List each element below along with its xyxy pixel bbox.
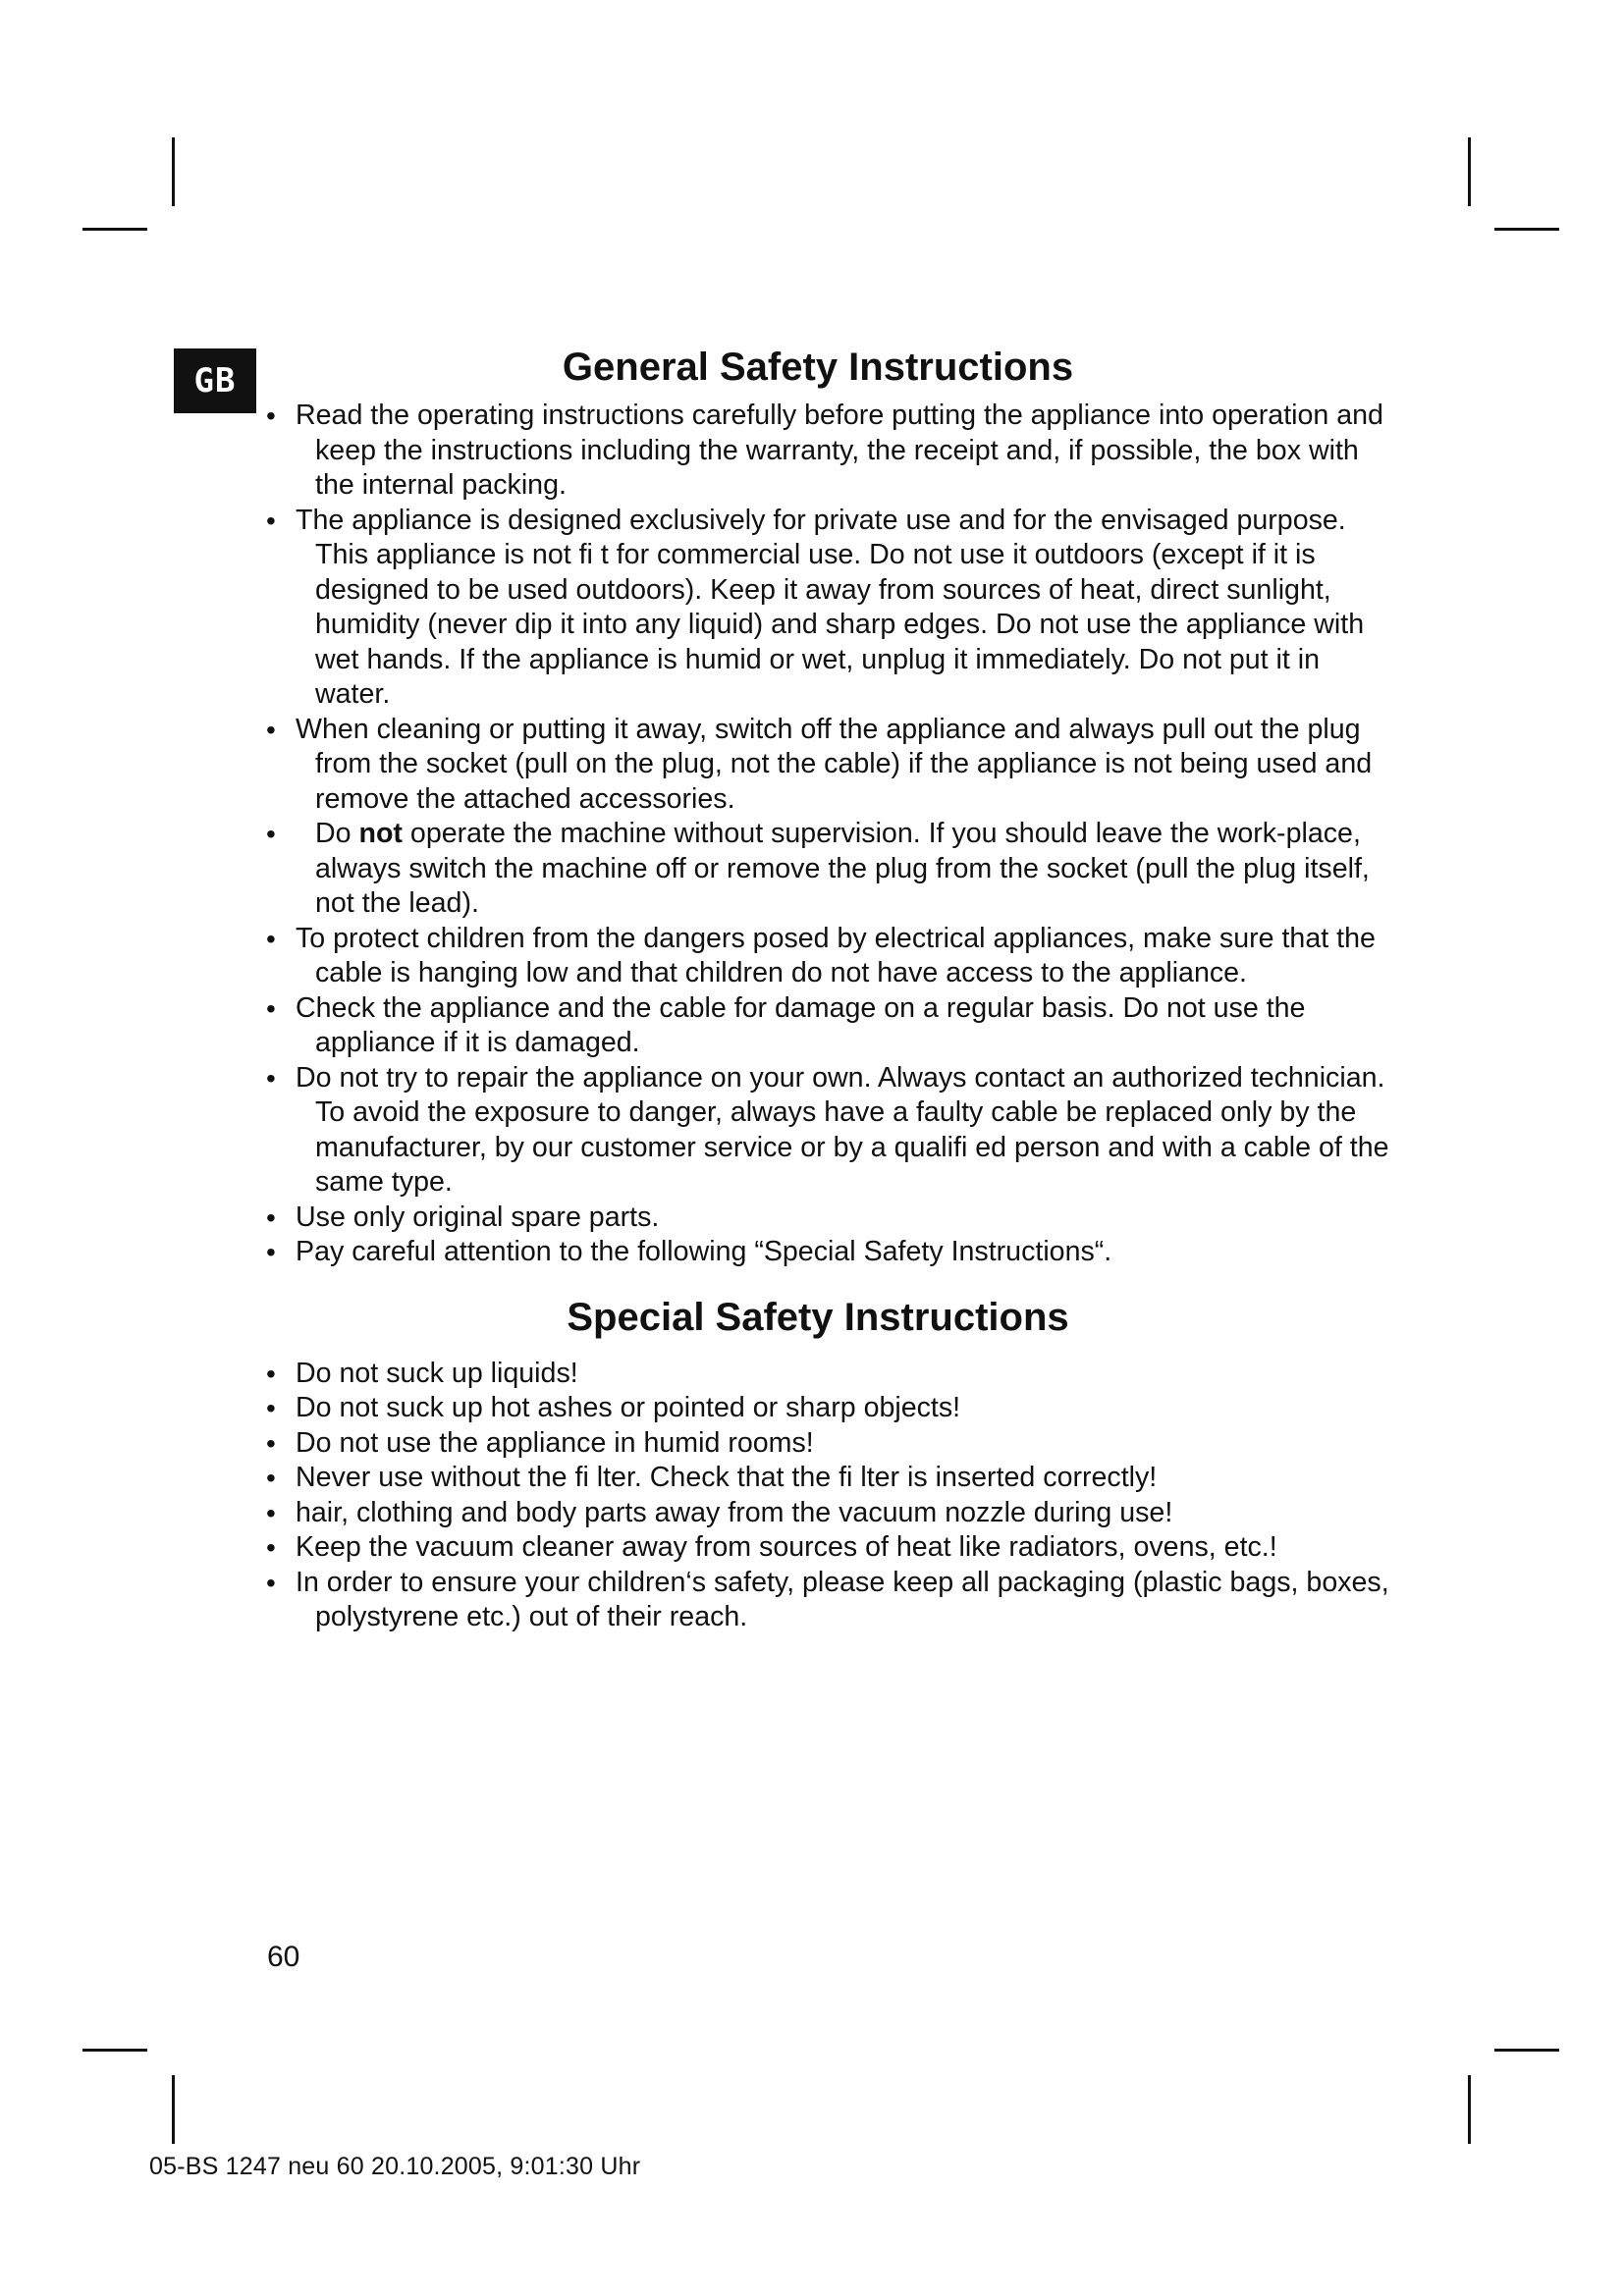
list-item-text: Check the appliance and the cable for damage on a regular basis. Do not use the appliance if it is damaged. — [296, 991, 1306, 1058]
list-item — [263, 1201, 1392, 1236]
list-item — [263, 399, 1392, 504]
list-item — [263, 1061, 1392, 1201]
crop-mark — [1494, 228, 1559, 231]
list-item-text: The appliance is designed exclusively for private use and for the envisaged purpose. This appliance is not fi t for commercial use. Do not use it outdoors (except if it is designed to be used outdoors). Keep it away from sources of heat, direct sunlight, humidity (never dip it into any liquid) and sharp edges. Do not use the appliance with wet hands. If the appliance is humid or wet, unplug it immediately. Do not put it in water. — [296, 504, 1365, 710]
list-item — [263, 1391, 1392, 1426]
list-item — [263, 1566, 1392, 1635]
bullet-icon: • — [266, 1201, 276, 1233]
bullet-icon: • — [266, 1427, 276, 1459]
crop-mark — [82, 228, 147, 231]
list-item-text: To protect children from the dangers posed by electrical appliances, make sure that the cable is hanging low and that children do not have access to the appliance. — [296, 922, 1376, 988]
list-item-text: Do not operate the machine without supervision. If you should leave the work-place, always switch the machine off or remove the plug from the socket (pull the plug itself, not the lead). — [315, 818, 1370, 919]
bullet-icon: • — [266, 1062, 276, 1094]
crop-mark — [82, 2049, 147, 2052]
list-item-text: Do not try to repair the appliance on your own. Always contact an authorized technician. To avoid the exposure to danger, always have a faulty cable be replaced only by the manufacturer, by our customer service or by a qualifi ed person and with a cable of the same type. — [296, 1061, 1389, 1198]
list-item — [263, 817, 1392, 922]
list-item-text: Read the operating instructions carefully before putting the appliance into operation and keep the instructions including the warranty, the receipt and, if possible, the box with the internal packing. — [296, 400, 1383, 501]
print-footer: 05-BS 1247 neu 60 20.10.2005, 9:01:30 Uhr — [149, 2153, 641, 2180]
list-item-text: In order to ensure your children‘s safety, please keep all packaging (plastic bags, boxes, polystyrene etc.) out of their reach. — [296, 1566, 1389, 1632]
bullet-icon: • — [266, 1532, 276, 1563]
list-item-text: Do not suck up liquids! — [296, 1357, 578, 1389]
bullet-icon: • — [266, 1237, 276, 1267]
list-item-text: Pay careful attention to the following “Special Safety Instructions“. — [296, 1236, 1112, 1267]
bullet-icon: • — [266, 1567, 276, 1598]
list-item-text: hair, clothing and body parts away from the vacuum nozzle during use! — [296, 1496, 1173, 1528]
bullet-icon: • — [266, 992, 276, 1024]
bullet-icon: • — [266, 505, 276, 536]
crop-mark — [1468, 137, 1471, 206]
bullet-icon: • — [266, 1358, 276, 1389]
list-item-text: Never use without the fi lter. Check that the fi lter is inserted correctly! — [296, 1462, 1158, 1493]
list-item-text: Use only original spare parts. — [296, 1201, 660, 1233]
bullet-icon: • — [266, 714, 276, 745]
crop-mark — [172, 137, 175, 206]
content — [263, 344, 1392, 1635]
crop-mark — [172, 2075, 175, 2144]
bullet-icon: • — [266, 1393, 276, 1423]
bullet-icon: • — [266, 1497, 276, 1528]
bullet-icon: • — [266, 819, 276, 849]
list-item-text: Do not suck up hot ashes or pointed or sharp objects! — [296, 1392, 961, 1423]
special-safety-list — [263, 1357, 1392, 1635]
list-item — [263, 1235, 1392, 1270]
list-item — [263, 1496, 1392, 1531]
list-item — [263, 1357, 1392, 1392]
special-safety-title: Special Safety Instructions — [567, 1295, 1069, 1339]
list-item — [263, 991, 1392, 1061]
language-badge: GB — [174, 348, 256, 413]
list-item-text: Do not use the appliance in humid rooms! — [296, 1426, 814, 1459]
crop-mark — [1468, 2075, 1471, 2144]
list-item — [263, 713, 1392, 818]
general-safety-title: General Safety Instructions — [562, 346, 1074, 389]
list-item-text: When cleaning or putting it away, switch off the appliance and always pull out the plug from the socket (pull on the plug, not the cable) if the appliance is not being used and remove the attached accessories. — [296, 713, 1373, 815]
bullet-icon: • — [266, 1463, 276, 1493]
general-safety-list — [263, 399, 1392, 1270]
list-item — [263, 1461, 1392, 1496]
page-number: 60 — [267, 1941, 300, 1973]
bullet-icon: • — [266, 400, 276, 431]
list-item — [263, 922, 1392, 991]
list-item — [263, 1426, 1392, 1462]
list-item-text: Keep the vacuum cleaner away from sources of heat like radiators, ovens, etc.! — [296, 1531, 1277, 1563]
list-item — [263, 504, 1392, 713]
bullet-icon: • — [266, 923, 276, 954]
crop-mark — [1494, 2049, 1559, 2052]
list-item — [263, 1530, 1392, 1566]
